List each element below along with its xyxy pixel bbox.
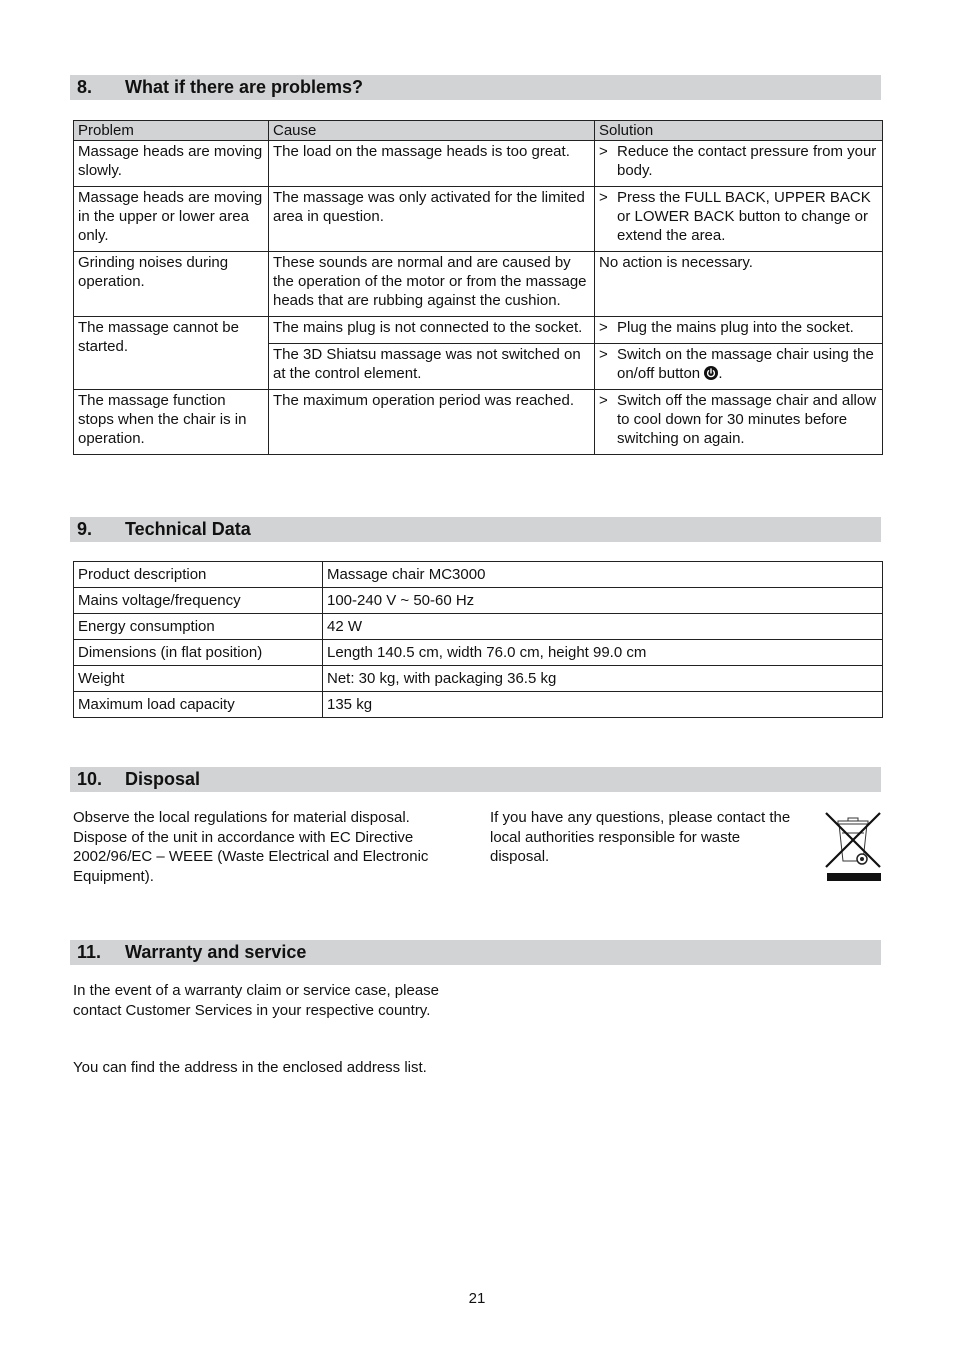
table-row xyxy=(74,562,883,588)
solution-cell xyxy=(595,317,883,344)
disposal-contact-note: If you have any questions, please contact the local authorities responsible for waste disposal. xyxy=(490,809,791,865)
section-title: Technical Data xyxy=(125,519,251,539)
section-title: Warranty and service xyxy=(125,942,307,962)
table-row xyxy=(74,141,883,187)
solution-cell: No action is necessary. xyxy=(595,252,883,317)
table-row xyxy=(74,640,883,666)
spec-label: Dimensions (in flat position) xyxy=(74,640,323,666)
arrow-bullet-icon: > xyxy=(599,319,608,336)
solution-text: Switch off the massage chair and allow to cool down for 30 minutes before switching on again. xyxy=(617,392,877,447)
table-row xyxy=(74,317,883,344)
cause-cell: The maximum operation period was reached. xyxy=(269,390,595,455)
problems-table xyxy=(73,120,883,455)
table-row xyxy=(74,187,883,252)
arrow-bullet-icon: > xyxy=(599,143,608,160)
table-row xyxy=(74,588,883,614)
problem-cell: Grinding noises during operation. xyxy=(74,252,269,317)
weee-crossed-bin-icon xyxy=(824,811,882,883)
section-title: What if there are problems? xyxy=(125,77,364,97)
spec-value: 42 W xyxy=(323,614,883,640)
table-row xyxy=(74,666,883,692)
spec-value: 100-240 V ~ 50-60 Hz xyxy=(323,588,883,614)
table-row xyxy=(74,252,883,317)
table-header-row xyxy=(74,121,883,141)
section-heading-technical-data xyxy=(70,517,881,542)
solution-text: Plug the mains plug into the socket. xyxy=(617,319,854,336)
column-header-cause: Cause xyxy=(269,121,595,141)
technical-data-table xyxy=(73,561,883,718)
section-number: 8. xyxy=(77,77,93,97)
warranty-address-text: You can find the address in the enclosed address list. xyxy=(73,1059,427,1076)
solution-text: Press the FULL BACK, UPPER BACK or LOWER BACK button to change or extend the area. xyxy=(617,189,871,244)
spec-value: Net: 30 kg, with packaging 36.5 kg xyxy=(323,666,883,692)
solution-cell xyxy=(595,187,883,252)
cause-cell: These sounds are normal and are caused by the operation of the motor or from the massage heads that are rubbing against the cushion. xyxy=(269,252,595,317)
cause-cell: The load on the massage heads is too great. xyxy=(269,141,595,187)
solution-text: Reduce the contact pressure from your body. xyxy=(617,143,877,179)
disposal-instructions: Observe the local regulations for material disposal. Dispose of the unit in accordance with EC Directive 2002/96/EC – WEEE (Waste Electrical and Electronic Equipment). xyxy=(73,809,429,885)
problem-cell: The massage function stops when the chair is in operation. xyxy=(74,390,269,455)
solution-cell xyxy=(595,390,883,455)
table-row xyxy=(74,390,883,455)
spec-value: Massage chair MC3000 xyxy=(323,562,883,588)
arrow-bullet-icon: > xyxy=(599,189,608,206)
column-header-problem: Problem xyxy=(74,121,269,141)
cause-cell: The 3D Shiatsu massage was not switched on at the control element. xyxy=(269,344,595,390)
section-number: 9. xyxy=(77,519,93,539)
table-row xyxy=(74,614,883,640)
solution-suffix: . xyxy=(718,365,723,382)
spec-label: Weight xyxy=(74,666,323,692)
section-title: Disposal xyxy=(125,769,201,789)
section-number: 11. xyxy=(77,942,102,962)
solution-text: Switch on the massage chair using the on/off button xyxy=(617,346,874,382)
section-number: 10. xyxy=(77,769,103,789)
spec-value: 135 kg xyxy=(323,692,883,718)
spec-value: Length 140.5 cm, width 76.0 cm, height 99.0 cm xyxy=(323,640,883,666)
problem-cell: Massage heads are moving slowly. xyxy=(74,141,269,187)
column-header-solution: Solution xyxy=(595,121,883,141)
spec-label: Product description xyxy=(74,562,323,588)
power-button-icon xyxy=(704,366,718,380)
spec-label: Energy consumption xyxy=(74,614,323,640)
problem-cell: The massage cannot be started. xyxy=(74,317,269,390)
solution-cell xyxy=(595,344,883,390)
problem-cell: Massage heads are moving in the upper or lower area only. xyxy=(74,187,269,252)
arrow-bullet-icon: > xyxy=(599,392,608,409)
cause-cell: The mains plug is not connected to the socket. xyxy=(269,317,595,344)
warranty-claim-text: In the event of a warranty claim or service case, please contact Customer Services in your respective country. xyxy=(73,982,440,1019)
spec-label: Mains voltage/frequency xyxy=(74,588,323,614)
arrow-bullet-icon: > xyxy=(599,346,608,363)
section-heading-problems xyxy=(70,75,881,100)
cause-cell: The massage was only activated for the limited area in question. xyxy=(269,187,595,252)
page-number: 21 xyxy=(468,1290,486,1307)
solution-cell xyxy=(595,141,883,187)
table-row xyxy=(74,692,883,718)
section-heading-disposal xyxy=(70,767,881,792)
section-heading-warranty xyxy=(70,940,881,965)
spec-label: Maximum load capacity xyxy=(74,692,323,718)
